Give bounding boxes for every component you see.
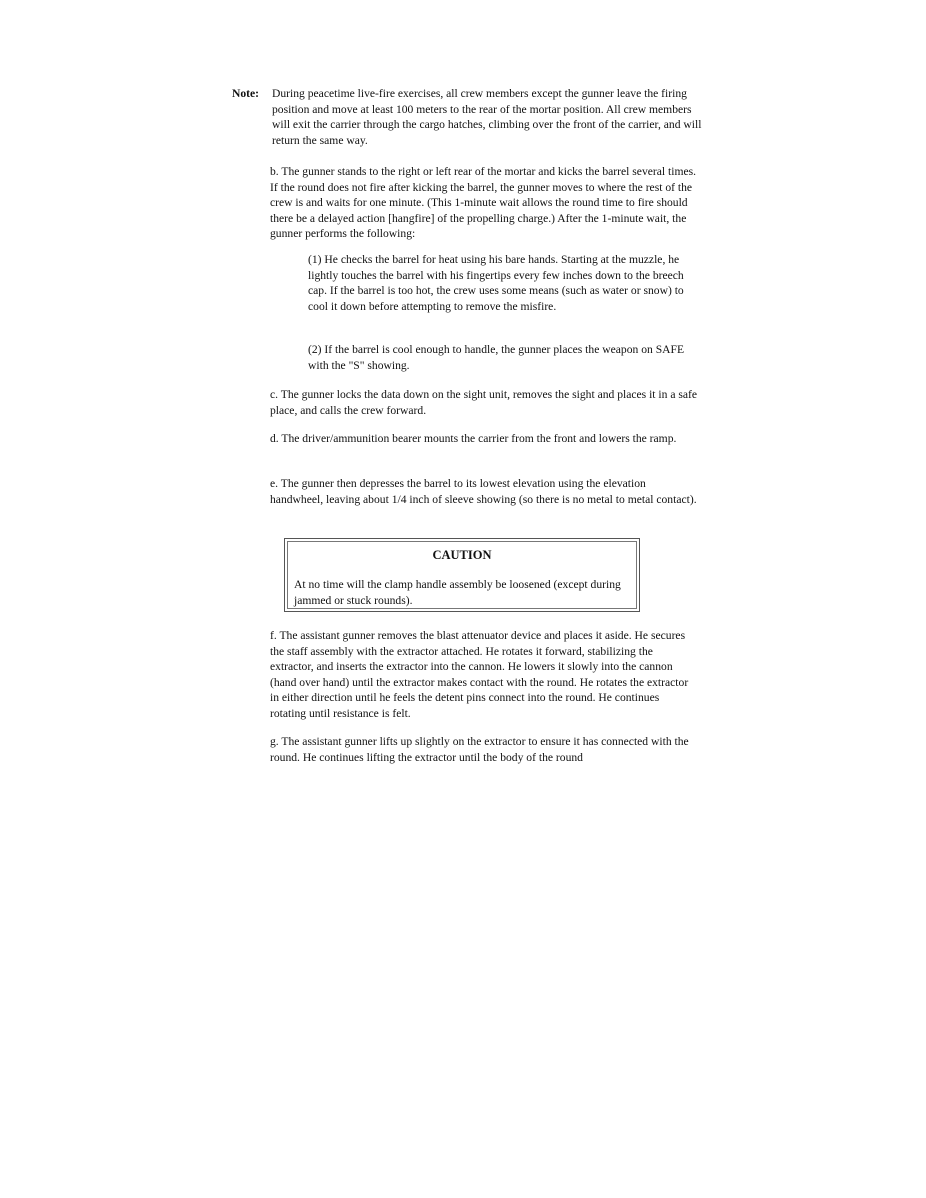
caution-text: At no time will the clamp handle assembly be loosened (except during jammed or stuck rounds). [294,578,621,607]
paragraph-c: c. The gunner locks the data down on the sight unit, removes the sight and places it in a safe place, and calls the crew forward. [270,388,698,417]
paragraph-g: g. The assistant gunner lifts up slightly on the extractor to ensure it has connected with the round. He continues lifting the extractor until the body of the round [270,735,689,764]
paragraph-f: f. The assistant gunner removes the blast attenuator device and places it aside. He secures the staff assembly with the extractor attached. He rotates it forward, stabilizing the extractor, and inserts the extractor into the cannon. He lowers it slowly into the cannon (hand over hand) until the extractor makes contact with the round. He rotates the extractor in either direction until he feels the detent pins connect into the round. He continues rotating until resistance is felt. [270,629,689,720]
paragraph-b1: (1) He checks the barrel for heat using his bare hands. Starting at the muzzle, he lightly touches the barrel with his fingertips every few inches down to the breech cap. If the barrel is too hot, the crew uses some means (such as water or snow) to cool it down before attempting to remove the misfire. [308,253,684,313]
note-label: Note: [232,87,260,100]
note-text: During peacetime live-fire exercises, all crew members except the gunner leave the firing position and move at least 100 meters to the rear of the mortar position. All crew members will exit the carrier through the cargo hatches, climbing over the front of the carrier, and will return the same way. [272,87,702,147]
paragraph-b: b. The gunner stands to the right or left rear of the mortar and kicks the barrel several times. If the round does not fire after kicking the barrel, the gunner moves to where the rest of the crew is and waits for one minute. (This 1-minute wait allows the round time to fire should there be a delayed action [hangfire] of the propelling charge.) After the 1-minute wait, the gunner performs the following: [270,165,697,240]
paragraph-d: d. The driver/ammunition bearer mounts the carrier from the front and lowers the ramp. [270,432,677,445]
paragraph-e: e. The gunner then depresses the barrel to its lowest elevation using the elevation handwheel, leaving about 1/4 inch of sleeve showing (so there is no metal to metal contact). [270,477,697,506]
caution-title: CAUTION [432,548,492,562]
caution-box [284,538,640,612]
paragraph-b2: (2) If the barrel is cool enough to handle, the gunner places the weapon on SAFE with the "S" showing. [308,343,685,372]
